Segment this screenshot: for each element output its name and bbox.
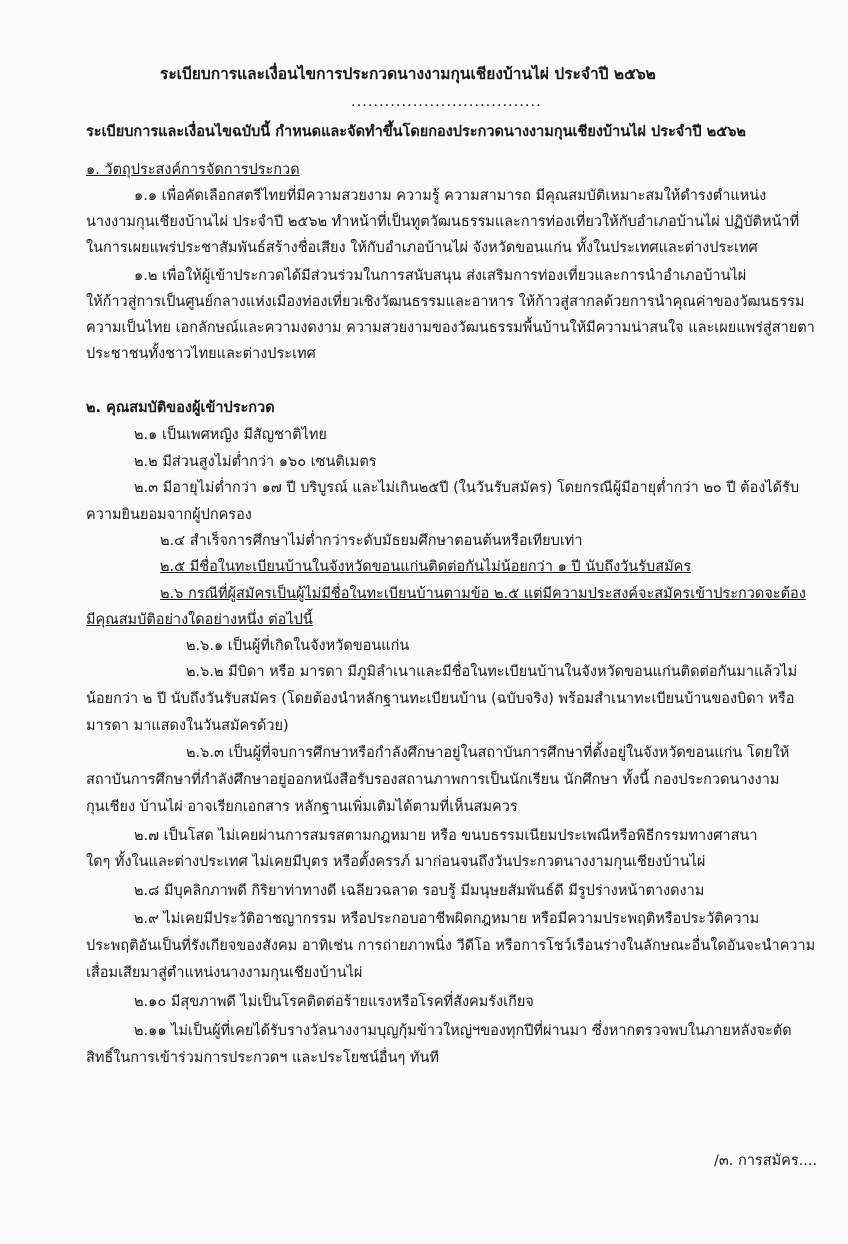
item-2-6-line1: ๒.๖ กรณีที่ผู้สมัครเป็นผู้ไม่มีชื่อในทะเบียนบ้านตามข้อ ๒.๕ แต่มีความประสงค์จะสมัครเข้าประกวดจะต้อง xyxy=(160,586,806,602)
item-2-9-line2: ประพฤติอันเป็นที่รังเกียจของสังคม อาทิเช่น การถ่ายภาพนิ่ง วีดีโอ หรือการโชว์เรือนร่างในลักษณะอื่นใดอันจะนำความ xyxy=(86,938,816,954)
document-title: ระเบียบการและเงื่อนไขการประกวดนางงามกุนเชียงบ้านไผ่ ประจำปี ๒๕๖๒ xyxy=(160,65,656,83)
item-2-6-2-line2: น้อยกว่า ๒ ปี นับถึงวันรับสมัคร (โดยต้องนำหลักฐานทะเบียนบ้าน (ฉบับจริง) พร้อมสำเนาทะเบียนบ้านของบิดา หรือ xyxy=(86,691,795,707)
item-2-9-line1: ๒.๙ ไม่เคยมีประวัติอาชญากรรม หรือประกอบอาชีพผิดกฎหมาย หรือมีความประพฤติหรือประวัติความ xyxy=(134,911,760,927)
item-2-8: ๒.๘ มีบุคลิกภาพดี กิริยาท่าทางดี เฉลียวฉลาด รอบรู้ มีมนุษยสัมพันธ์ดี มีรูปร่างหน้าตางดงาม xyxy=(134,883,705,899)
item-2-1: ๒.๑ เป็นเพศหญิง มีสัญชาติไทย xyxy=(134,427,327,443)
paragraph-1-1-line2: นางงามกุนเชียงบ้านไผ่ ประจำปี ๒๕๖๒ ทำหน้าที่เป็นทูตวัฒนธรรมและการท่องเที่ยวให้กับอำเภอบ้านไผ่ ปฏิบัติหน้าที่ xyxy=(86,214,800,230)
item-2-6-3-line2: สถาบันการศึกษาที่กำลังศึกษาอยู่ออกหนังสือรับรองสถานภาพการเป็นนักเรียน นักศึกษา ทั้งนี้ กองประกวดนางงาม xyxy=(86,772,780,788)
paragraph-1-2-line3: ความเป็นไทย เอกลักษณ์และความงดงาม ความสวยงามของวัฒนธรรมพื้นบ้านให้มีความน่าสนใจ และเผยแพร่สู่สายตา xyxy=(86,320,815,336)
item-2-3-line2: ความยินยอมจากผู้ปกครอง xyxy=(86,507,252,523)
document-intro: ระเบียบการและเงื่อนไขฉบับนี้ กำหนดและจัดทำขึ้นโดยกองประกวดนางงามกุนเชียงบ้านไผ่ ประจำปี ๒๕๖๒ xyxy=(86,124,746,140)
item-2-7-line1: ๒.๗ เป็นโสด ไม่เคยผ่านการสมรสตามกฎหมาย หรือ ขนบธรรมเนียมประเพณีหรือพิธีกรรมทางศาสนา xyxy=(134,828,758,844)
section1-heading: ๑. วัตถุประสงค์การจัดการประกวด xyxy=(86,162,300,178)
item-2-2: ๒.๒ มีส่วนสูงไม่ต่ำกว่า ๑๖๐ เซนติเมตร xyxy=(134,454,377,470)
item-2-5: ๒.๕ มีชื่อในทะเบียนบ้านในจังหวัดขอนแก่นติดต่อกันไม่น้อยกว่า ๑ ปี นับถึงวันรับสมัคร xyxy=(160,559,692,575)
paragraph-1-1-line3: ในการเผยแพร่ประชาสัมพันธ์สร้างชื่อเสียง ให้กับอำเภอบ้านไผ่ จังหวัดขอนแก่น ทั้งในประเทศและต่างประเทศ xyxy=(86,240,758,256)
item-2-6-2-line3: มารดา มาแสดงในวันสมัครด้วย) xyxy=(86,718,289,734)
item-2-6-1: ๒.๖.๑ เป็นผู้ที่เกิดในจังหวัดขอนแก่น xyxy=(186,638,410,654)
item-2-6-line2: มีคุณสมบัติอย่างใดอย่างหนึ่ง ต่อไปนี้ xyxy=(86,612,313,628)
item-2-4: ๒.๔ สำเร็จการศึกษาไม่ต่ำกว่าระดับมัธยมศึกษาตอนต้นหรือเทียบเท่า xyxy=(160,533,583,549)
item-2-11-line1: ๒.๑๑ ไม่เป็นผู้ที่เคยได้รับรางวัลนางงามบุญกุ้มข้าวใหญ่ฯของทุกปีที่ผ่านมา ซึ่งหากตรวจพบในภายหลังจะตัด xyxy=(134,1023,792,1039)
section2-heading: ๒. คุณสมบัติของผู้เข้าประกวด xyxy=(86,400,275,416)
item-2-6-2-line1: ๒.๖.๒ มีบิดา หรือ มารดา มีภูมิลำเนาและมีชื่อในทะเบียนบ้านในจังหวัดขอนแก่นติดต่อกันมาแล้วไม่ xyxy=(186,664,798,680)
paragraph-1-1-line1: ๑.๑ เพื่อคัดเลือกสตรีไทยที่มีความสวยงาม ความรู้ ความสามารถ มีคุณสมบัติเหมาะสมให้ดำรงตำแหน่ง xyxy=(134,188,767,204)
item-2-11-line2: สิทธิ์ในการเข้าร่วมการประกวดฯ และประโยชน์อื่นๆ ทันที xyxy=(86,1050,439,1066)
paragraph-1-2-line2: ให้ก้าวสู่การเป็นศูนย์กลางแห่งเมืองท่องเที่ยวเชิงวัฒนธรรมและอาหาร ให้ก้าวสู่สากลด้วยการนำคุณค่าของวัฒนธรรม xyxy=(86,294,805,310)
item-2-6-3-line3: กุนเชียง บ้านไผ่ อาจเรียกเอกสาร หลักฐานเพิ่มเติมได้ตามที่เห็นสมควร xyxy=(86,799,518,815)
paragraph-1-2-line1: ๑.๒ เพื่อให้ผู้เข้าประกวดได้มีส่วนร่วมในการสนับสนุน ส่งเสริมการท่องเที่ยวและการนำอำเภอบ้านไผ่ xyxy=(134,268,747,284)
item-2-10: ๒.๑๐ มีสุขภาพดี ไม่เป็นโรคติดต่อร้ายแรงหรือโรคที่สังคมรังเกียจ xyxy=(134,994,534,1010)
paragraph-1-2-line4: ประชาชนทั้งชาวไทยและต่างประเทศ xyxy=(86,346,316,362)
item-2-7-line2: ใดๆ ทั้งในและต่างประเทศ ไม่เคยมีบุตร หรือตั้งครรภ์ มาก่อนจนถึงวันประกวดนางงามกุนเชียงบ้านไผ่ xyxy=(86,854,706,870)
title-separator: .................................. xyxy=(351,94,542,110)
item-2-3-line1: ๒.๓ มีอายุไม่ต่ำกว่า ๑๗ ปี บริบูรณ์ และไม่เกิน๒๕ปี (ในวันรับสมัคร) โดยกรณีผู้มีอายุต่ำกว่า ๒๐ ปี ต้องได้รับ xyxy=(134,480,800,496)
item-2-6-3-line1: ๒.๖.๓ เป็นผู้ที่จบการศึกษาหรือกำลังศึกษาอยู่ในสถาบันการศึกษาที่ตั้งอยู่ในจังหวัดขอนแก่น โดยให้ xyxy=(186,745,790,761)
item-2-9-line3: เสื่อมเสียมาสู่ตำแหน่งนางงามกุนเชียงบ้านไผ่ xyxy=(86,965,363,981)
next-page-continuation: /๓. การสมัคร.... xyxy=(714,1153,818,1169)
